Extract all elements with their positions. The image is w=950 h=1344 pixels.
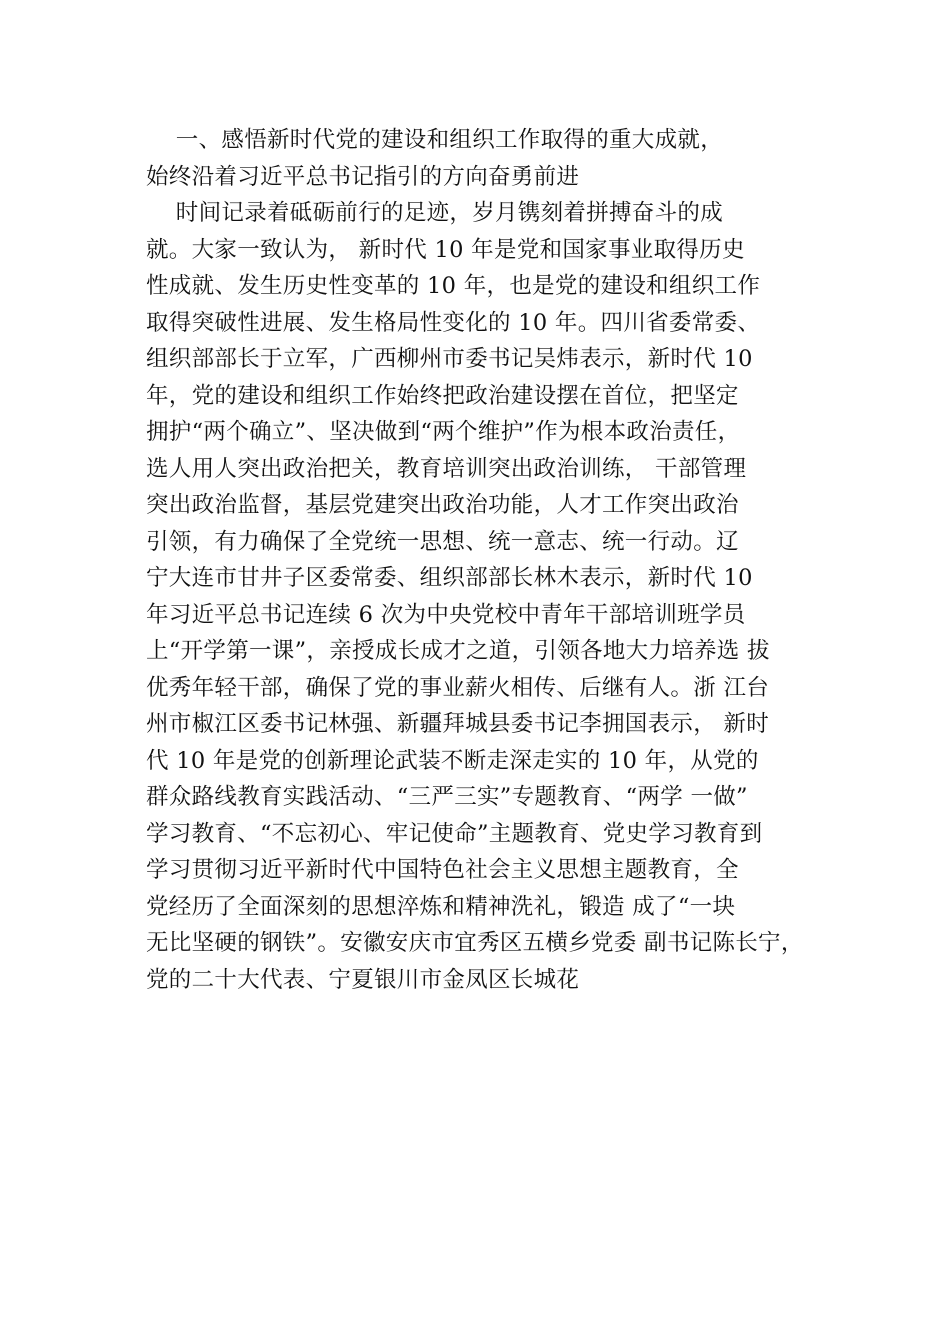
- heading-line-1: 一、感悟新时代党的建设和组织工作取得的重大成就，: [146, 127, 724, 153]
- paragraph-line-15: 州市椒江区委书记林强、新疆拜城县委书记李拥国表示， 新时: [146, 711, 770, 737]
- paragraph-line-1: 时间记录着砥砺前行的足迹，岁月镌刻着拼搏奋斗的成: [146, 200, 724, 226]
- paragraph-line-13: 上“开学第一课”，亲授成长成才之道，引领各地大力培养选 拔: [146, 638, 770, 664]
- paragraph-line-18: 学习教育、“不忘初心、牢记使命”主题教育、党史学习教育到: [146, 820, 763, 847]
- paragraph-line-11: 宁大连市甘井子区委常委、组织部部长林木表示，新时代 10: [146, 565, 753, 591]
- document-body: [146, 122, 866, 998]
- paragraph-line-17: 群众路线教育实践活动、“三严三实”专题教育、“两学 一做”: [146, 784, 748, 810]
- paragraph-line-10: 引领，有力确保了全党统一思想、统一意志、统一行动。辽: [146, 528, 739, 555]
- paragraph-line-6: 年，党的建设和组织工作始终把政治建设摆在首位，把坚定: [146, 382, 739, 409]
- paragraph-line-12: 年习近平总书记连续 6 次为中央党校中青年干部培训班学员: [146, 601, 746, 628]
- paragraph-line-9: 突出政治监督，基层党建突出政治功能，人才工作突出政治: [146, 492, 739, 518]
- paragraph-line-16: 代 10 年是党的创新理论武装不断走深走实的 10 年，从党的: [146, 747, 759, 774]
- heading-line-2: 始终沿着习近平总书记指引的方向奋勇前进: [146, 163, 580, 190]
- paragraph-line-22: 党的二十大代表、宁夏银川市金凤区长城花: [146, 966, 580, 993]
- paragraph-line-21: 无比坚硬的钢铁”。安徽安庆市宜秀区五横乡党委 副书记陈长宁，: [146, 930, 804, 956]
- paragraph-line-4: 取得突破性进展、发生格局性变化的 10 年。四川省委常委、: [146, 309, 761, 336]
- paragraph-line-20: 党经历了全面深刻的思想淬炼和精神洗礼，锻造 成了“一块: [146, 893, 736, 920]
- paragraph-line-7: 拥护“两个确立”、坚决做到“两个维护”作为根本政治责任，: [146, 419, 741, 445]
- paragraph-line-19: 学习贯彻习近平新时代中国特色社会主义思想主题教育，全: [146, 857, 739, 883]
- paragraph-line-8: 选人用人突出政治把关，教育培训突出政治训练， 干部管理: [146, 455, 747, 482]
- paragraph-line-2: 就。大家一致认为， 新时代 10 年是党和国家事业取得历史: [146, 236, 745, 263]
- paragraph-line-14: 优秀年轻干部，确保了党的事业薪火相传、后继有人。浙 江台: [146, 674, 770, 701]
- paragraph-line-3: 性成就、发生历史性变革的 10 年，也是党的建设和组织工作: [146, 273, 761, 299]
- paragraph-line-5: 组织部部长于立军，广西柳州市委书记吴炜表示，新时代 10: [146, 346, 753, 372]
